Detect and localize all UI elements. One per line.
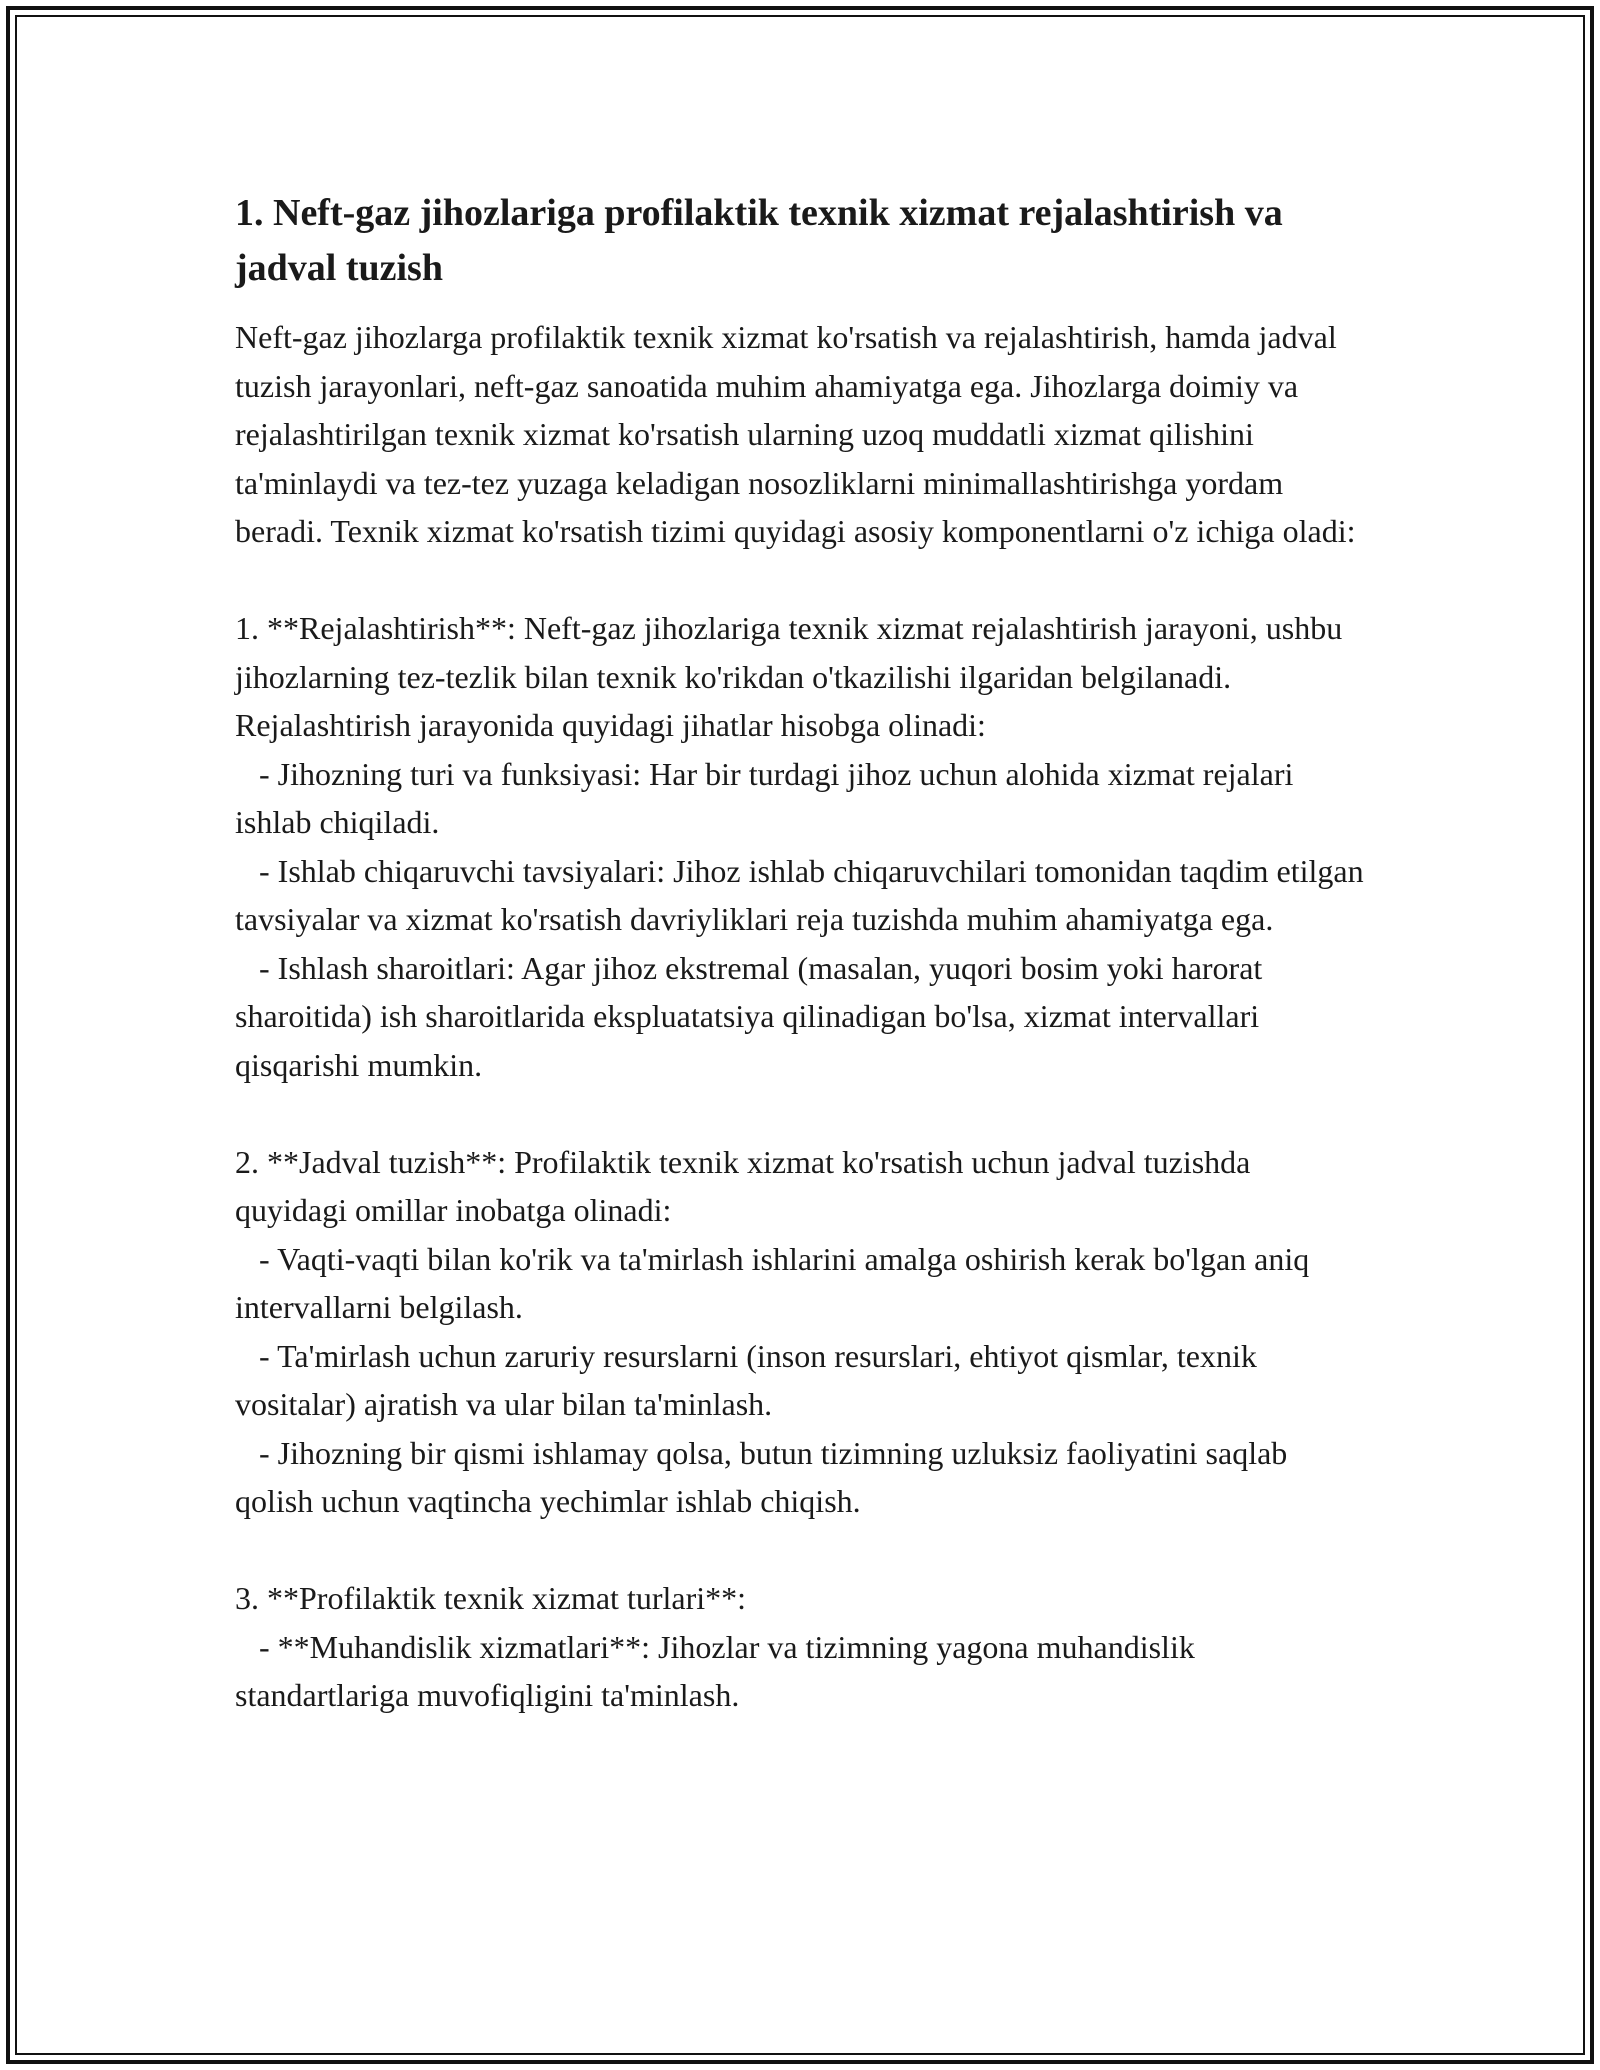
intro-paragraph: Neft-gaz jihozlarga profilaktik texnik xizmat ko'rsatish va rejalashtirish, hamda jadval tuzish jarayonlari, neft-gaz sanoatida muhim ahamiyatga ega. Jihozlarga doimiy va rejalashtirilgan texnik xizmat ko'rsatish ularning uzoq muddatli xizmat qilishini ta'minlaydi va tez-tez yuzaga keladigan nosozliklarni minimallashtirishga yordam beradi. Texnik xizmat ko'rsatish tizimi quyidagi asosiy komponentlarni o'z ichiga oladi: — [235, 319, 1356, 549]
list-item: - Ta'mirlash uchun zaruriy resurslarni (inson resurslari, ehtiyot qismlar, texnik vositalar) ajratish va ular bilan ta'minlash. — [235, 1337, 1265, 1422]
document-body — [235, 186, 1372, 1720]
section-heading: 3. **Profilaktik texnik xizmat turlari**: — [235, 1580, 747, 1616]
list-item: - **Muhandislik xizmatlari**: Jihozlar va tizimning yagona muhandislik standartlariga muvofiqligini ta'minlash. — [235, 1628, 1203, 1713]
paragraph-gap — [235, 1089, 1365, 1138]
paragraph-gap — [235, 556, 1365, 605]
list-item: - Jihozning turi va funksiyasi: Har bir turdagi jihoz uchun alohida xizmat rejalari ishlab chiqiladi. — [235, 755, 1302, 840]
section-planning — [235, 604, 1372, 1089]
section-maintenance-types — [235, 1574, 1365, 1720]
list-item: - Jihozning bir qismi ishlamay qolsa, butun tizimning uzluksiz faoliyatini saqlab qolish uchun vaqtincha yechimlar ishlab chiqish. — [235, 1434, 1296, 1519]
list-item: - Ishlash sharoitlari: Agar jihoz ekstremal (masalan, yuqori bosim yoki harorat sharoitida) ish sharoitlarida ekspluatatsiya qilinadigan bo'lsa, xizmat intervallari qisqarishi mumkin. — [235, 949, 1271, 1083]
list-item: - Vaqti-vaqti bilan ko'rik va ta'mirlash ishlarini amalga oshirish kerak bo'lgan aniq intervallarni belgilash. — [235, 1240, 1318, 1325]
section-scheduling — [235, 1138, 1365, 1526]
document-title: 1. Neft-gaz jihozlariga profilaktik texnik xizmat rejalashtirish va jadval tuzish — [235, 192, 1283, 289]
list-item: - Ishlab chiqaruvchi tavsiyalari: Jihoz ishlab chiqaruvchilari tomonidan taqdim etilgan tavsiyalar va xizmat ko'rsatish davriyliklari reja tuzishda muhim ahamiyatga ega. — [235, 852, 1372, 937]
section-heading: 2. **Jadval tuzish**: Profilaktik texnik xizmat ko'rsatish uchun jadval tuzishda quyidagi omillar inobatga olinadi: — [235, 1143, 1259, 1228]
paragraph-gap — [235, 1526, 1365, 1575]
section-heading: 1. **Rejalashtirish**: Neft-gaz jihozlariga texnik xizmat rejalashtirish jarayoni, ushbu jihozlarning tez-tezlik bilan texnik ko'rikdan o'tkazilishi ilgaridan belgilanadi. Rejalashtirish jarayonida quyidagi jihatlar hisobga olinadi: — [235, 610, 1351, 743]
